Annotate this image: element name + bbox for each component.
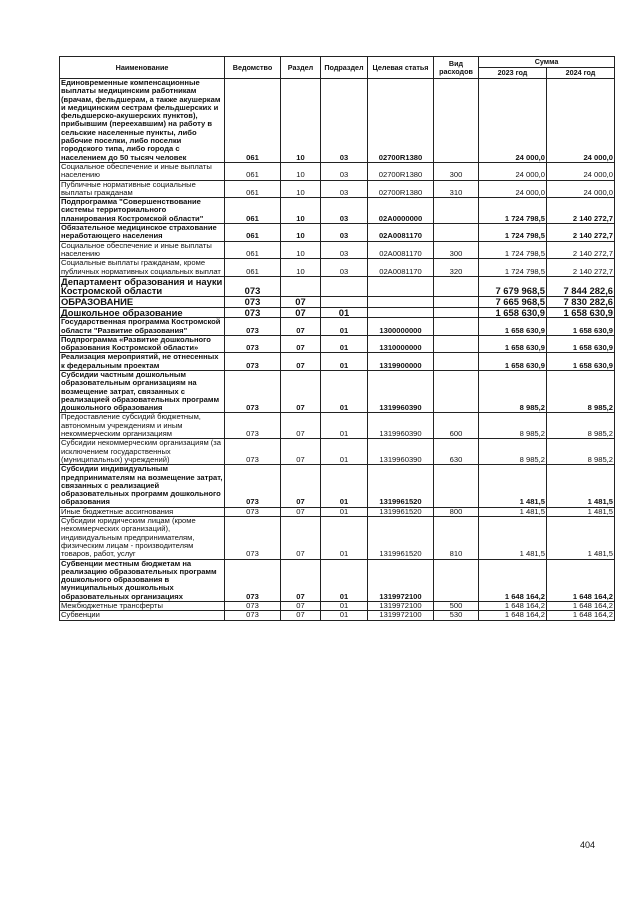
table-row bbox=[60, 297, 615, 308]
row-amount-2023: 7 665 968,5 bbox=[479, 297, 547, 308]
row-amount-2024: 1 648 164,2 bbox=[547, 559, 615, 601]
row-target-article: 1319960390 bbox=[368, 439, 434, 465]
row-subsection: 03 bbox=[321, 224, 368, 242]
row-subsection: 03 bbox=[321, 259, 368, 277]
row-amount-2024: 1 658 630,9 bbox=[547, 318, 615, 336]
row-expense-type bbox=[434, 335, 479, 353]
row-department: 073 bbox=[225, 413, 281, 439]
row-department: 073 bbox=[225, 307, 281, 318]
row-section: 07 bbox=[281, 611, 321, 620]
row-department: 061 bbox=[225, 259, 281, 277]
row-name: Обязательное медицинское страхование неработающего населения bbox=[60, 224, 225, 242]
row-section: 10 bbox=[281, 198, 321, 224]
row-subsection: 01 bbox=[321, 602, 368, 611]
row-target-article bbox=[368, 276, 434, 296]
row-expense-type bbox=[434, 370, 479, 412]
row-subsection: 01 bbox=[321, 465, 368, 507]
header-year-2023: 2023 год bbox=[479, 68, 547, 79]
row-expense-type bbox=[434, 297, 479, 308]
row-amount-2023: 1 658 630,9 bbox=[479, 335, 547, 353]
row-subsection bbox=[321, 276, 368, 296]
row-amount-2023: 8 985,2 bbox=[479, 439, 547, 465]
row-target-article: 1319900000 bbox=[368, 353, 434, 371]
row-expense-type: 810 bbox=[434, 517, 479, 559]
row-target-article: 02А0081170 bbox=[368, 241, 434, 259]
row-name: Единовременные компенсационные выплаты медицинским работникам (врачам, фельдшерам, а также акушеркам и медицинским сестрам фельдшерских и фельдшерско-акушерских пунктов), прибывшим (переехавшим) на работу в сельские населенные пункты, либо рабочие поселки, либо поселки городского типа, либо города с населением до 50 тысяч человек bbox=[60, 79, 225, 163]
row-amount-2023: 1 481,5 bbox=[479, 517, 547, 559]
row-department: 073 bbox=[225, 276, 281, 296]
row-amount-2023: 1 724 798,5 bbox=[479, 241, 547, 259]
row-amount-2023: 1 658 630,9 bbox=[479, 307, 547, 318]
row-name: Подпрограмма «Развитие дошкольного образования Костромской области» bbox=[60, 335, 225, 353]
row-section: 10 bbox=[281, 162, 321, 180]
row-department: 061 bbox=[225, 79, 281, 163]
row-target-article: 1319960390 bbox=[368, 413, 434, 439]
row-name: Субсидии частным дошкольным образовательным организациям на возмещение затрат, связанных с реализацией образовательных программ дошкольного образования bbox=[60, 370, 225, 412]
row-target-article: 1319961520 bbox=[368, 507, 434, 516]
row-section: 10 bbox=[281, 180, 321, 198]
row-target-article: 1319961520 bbox=[368, 517, 434, 559]
row-subsection: 01 bbox=[321, 507, 368, 516]
row-target-article: 1319960390 bbox=[368, 370, 434, 412]
row-department: 073 bbox=[225, 318, 281, 336]
row-name: Субсидии юридическим лицам (кроме некоммерческих организаций), индивидуальным предпринимателям, физическим лицам - производителям товаров, работ, услуг bbox=[60, 517, 225, 559]
row-amount-2024: 1 481,5 bbox=[547, 517, 615, 559]
row-amount-2023: 1 648 164,2 bbox=[479, 559, 547, 601]
row-section: 07 bbox=[281, 602, 321, 611]
row-amount-2023: 24 000,0 bbox=[479, 79, 547, 163]
row-target-article: 1319972100 bbox=[368, 602, 434, 611]
row-section: 07 bbox=[281, 370, 321, 412]
row-amount-2024: 1 648 164,2 bbox=[547, 611, 615, 620]
table-row bbox=[60, 413, 615, 439]
row-expense-type: 300 bbox=[434, 162, 479, 180]
row-name: Межбюджетные трансферты bbox=[60, 602, 225, 611]
row-name: Реализация мероприятий, не отнесенных к федеральным проектам bbox=[60, 353, 225, 371]
table-row bbox=[60, 259, 615, 277]
row-section: 10 bbox=[281, 79, 321, 163]
row-name: Иные бюджетные ассигнования bbox=[60, 507, 225, 516]
row-target-article: 02А0081170 bbox=[368, 224, 434, 242]
row-name: Государственная программа Костромской области "Развитие образования" bbox=[60, 318, 225, 336]
row-name: Социальные выплаты гражданам, кроме публичных нормативных социальных выплат bbox=[60, 259, 225, 277]
row-target-article: 02А0081170 bbox=[368, 259, 434, 277]
row-subsection: 01 bbox=[321, 439, 368, 465]
row-subsection: 01 bbox=[321, 318, 368, 336]
row-target-article: 1319961520 bbox=[368, 465, 434, 507]
row-expense-type: 320 bbox=[434, 259, 479, 277]
row-department: 073 bbox=[225, 507, 281, 516]
row-section: 10 bbox=[281, 224, 321, 242]
row-amount-2024: 1 481,5 bbox=[547, 465, 615, 507]
table-row bbox=[60, 276, 615, 296]
row-amount-2024: 1 481,5 bbox=[547, 507, 615, 516]
row-subsection: 01 bbox=[321, 307, 368, 318]
row-department: 073 bbox=[225, 611, 281, 620]
row-subsection: 01 bbox=[321, 517, 368, 559]
row-expense-type bbox=[434, 465, 479, 507]
row-section: 10 bbox=[281, 259, 321, 277]
row-target-article: 02700R1380 bbox=[368, 79, 434, 163]
row-amount-2024: 2 140 272,7 bbox=[547, 259, 615, 277]
row-target-article bbox=[368, 307, 434, 318]
row-section: 07 bbox=[281, 297, 321, 308]
row-expense-type: 530 bbox=[434, 611, 479, 620]
row-name: Публичные нормативные социальные выплаты гражданам bbox=[60, 180, 225, 198]
row-amount-2024: 2 140 272,7 bbox=[547, 198, 615, 224]
row-department: 061 bbox=[225, 162, 281, 180]
table-row bbox=[60, 241, 615, 259]
row-amount-2023: 7 679 968,5 bbox=[479, 276, 547, 296]
row-amount-2024: 8 985,2 bbox=[547, 370, 615, 412]
row-department: 073 bbox=[225, 439, 281, 465]
row-target-article: 1319972100 bbox=[368, 611, 434, 620]
row-name: Субвенции bbox=[60, 611, 225, 620]
row-name: Социальное обеспечение и иные выплаты населению bbox=[60, 241, 225, 259]
row-expense-type: 310 bbox=[434, 180, 479, 198]
row-expense-type bbox=[434, 79, 479, 163]
row-name: Предоставление субсидий бюджетным, автономным учреждениям и иным некоммерческим организациям bbox=[60, 413, 225, 439]
row-subsection: 03 bbox=[321, 180, 368, 198]
row-name: Субсидии некоммерческим организациям (за исключением государственных (муниципальных) учреждений) bbox=[60, 439, 225, 465]
row-amount-2024: 1 658 630,9 bbox=[547, 307, 615, 318]
row-expense-type: 300 bbox=[434, 241, 479, 259]
row-name: Субвенции местным бюджетам на реализацию образовательных программ дошкольного образования в муниципальных дошкольных образовательных организациях bbox=[60, 559, 225, 601]
row-subsection: 03 bbox=[321, 241, 368, 259]
row-subsection: 01 bbox=[321, 335, 368, 353]
table-row bbox=[60, 370, 615, 412]
row-amount-2024: 1 658 630,9 bbox=[547, 335, 615, 353]
row-amount-2023: 8 985,2 bbox=[479, 370, 547, 412]
row-department: 073 bbox=[225, 559, 281, 601]
table-row bbox=[60, 79, 615, 163]
row-expense-type: 600 bbox=[434, 413, 479, 439]
row-section: 07 bbox=[281, 307, 321, 318]
row-expense-type: 800 bbox=[434, 507, 479, 516]
table-row bbox=[60, 335, 615, 353]
row-subsection: 01 bbox=[321, 559, 368, 601]
row-expense-type bbox=[434, 224, 479, 242]
row-name: Подпрограмма "Совершенствование системы территориального планирования Костромской области" bbox=[60, 198, 225, 224]
table-row bbox=[60, 162, 615, 180]
row-name: Социальное обеспечение и иные выплаты населению bbox=[60, 162, 225, 180]
table-row bbox=[60, 318, 615, 336]
row-expense-type bbox=[434, 198, 479, 224]
row-expense-type bbox=[434, 276, 479, 296]
header-target-article: Целевая статья bbox=[368, 57, 434, 79]
table-row bbox=[60, 559, 615, 601]
table-row bbox=[60, 353, 615, 371]
row-section: 07 bbox=[281, 413, 321, 439]
budget-table bbox=[59, 56, 615, 621]
row-expense-type: 500 bbox=[434, 602, 479, 611]
row-amount-2024: 24 000,0 bbox=[547, 79, 615, 163]
header-name: Наименование bbox=[60, 57, 225, 79]
table-row bbox=[60, 517, 615, 559]
row-section: 07 bbox=[281, 335, 321, 353]
row-amount-2023: 1 648 164,2 bbox=[479, 611, 547, 620]
row-target-article: 1300000000 bbox=[368, 318, 434, 336]
header-expense-type: Вид расходов bbox=[434, 57, 479, 79]
row-expense-type: 630 bbox=[434, 439, 479, 465]
page-number: 404 bbox=[580, 840, 596, 850]
row-department: 073 bbox=[225, 370, 281, 412]
row-department: 061 bbox=[225, 224, 281, 242]
row-name: Департамент образования и науки Костромской области bbox=[60, 276, 225, 296]
row-amount-2023: 1 648 164,2 bbox=[479, 602, 547, 611]
row-subsection: 01 bbox=[321, 353, 368, 371]
table-row bbox=[60, 465, 615, 507]
row-department: 073 bbox=[225, 602, 281, 611]
row-target-article: 1310000000 bbox=[368, 335, 434, 353]
row-amount-2023: 1 658 630,9 bbox=[479, 318, 547, 336]
table-row bbox=[60, 439, 615, 465]
row-section: 07 bbox=[281, 517, 321, 559]
row-subsection: 03 bbox=[321, 162, 368, 180]
row-name: ОБРАЗОВАНИЕ bbox=[60, 297, 225, 308]
row-amount-2023: 1 724 798,5 bbox=[479, 259, 547, 277]
row-target-article bbox=[368, 297, 434, 308]
table-row bbox=[60, 198, 615, 224]
row-amount-2023: 1 481,5 bbox=[479, 507, 547, 516]
row-target-article: 02700R1380 bbox=[368, 180, 434, 198]
row-section: 07 bbox=[281, 439, 321, 465]
row-department: 073 bbox=[225, 517, 281, 559]
row-department: 073 bbox=[225, 465, 281, 507]
table-row bbox=[60, 611, 615, 620]
table-row bbox=[60, 307, 615, 318]
row-section: 07 bbox=[281, 507, 321, 516]
header-year-2024: 2024 год bbox=[547, 68, 615, 79]
row-amount-2024: 7 844 282,6 bbox=[547, 276, 615, 296]
row-department: 073 bbox=[225, 335, 281, 353]
table-row bbox=[60, 507, 615, 516]
table-row bbox=[60, 180, 615, 198]
header-subsection: Подраздел bbox=[321, 57, 368, 79]
row-name: Дошкольное образование bbox=[60, 307, 225, 318]
row-subsection bbox=[321, 297, 368, 308]
row-subsection: 03 bbox=[321, 198, 368, 224]
row-amount-2023: 24 000,0 bbox=[479, 180, 547, 198]
row-expense-type bbox=[434, 318, 479, 336]
table-row bbox=[60, 602, 615, 611]
row-amount-2023: 1 724 798,5 bbox=[479, 224, 547, 242]
row-target-article: 02А0000000 bbox=[368, 198, 434, 224]
table-row bbox=[60, 224, 615, 242]
row-department: 073 bbox=[225, 297, 281, 308]
row-amount-2023: 1 658 630,9 bbox=[479, 353, 547, 371]
row-amount-2024: 2 140 272,7 bbox=[547, 241, 615, 259]
row-expense-type bbox=[434, 559, 479, 601]
row-subsection: 03 bbox=[321, 79, 368, 163]
header-section: Раздел bbox=[281, 57, 321, 79]
row-section: 07 bbox=[281, 318, 321, 336]
row-subsection: 01 bbox=[321, 413, 368, 439]
row-department: 061 bbox=[225, 180, 281, 198]
row-amount-2024: 2 140 272,7 bbox=[547, 224, 615, 242]
row-section: 10 bbox=[281, 241, 321, 259]
row-section: 07 bbox=[281, 353, 321, 371]
row-department: 061 bbox=[225, 198, 281, 224]
row-department: 073 bbox=[225, 353, 281, 371]
row-section bbox=[281, 276, 321, 296]
header-department: Ведомство bbox=[225, 57, 281, 79]
row-section: 07 bbox=[281, 559, 321, 601]
row-department: 061 bbox=[225, 241, 281, 259]
row-section: 07 bbox=[281, 465, 321, 507]
row-expense-type bbox=[434, 353, 479, 371]
row-amount-2023: 1 481,5 bbox=[479, 465, 547, 507]
row-amount-2024: 8 985,2 bbox=[547, 413, 615, 439]
row-amount-2024: 7 830 282,6 bbox=[547, 297, 615, 308]
row-amount-2024: 1 648 164,2 bbox=[547, 602, 615, 611]
table-body bbox=[60, 79, 615, 621]
row-amount-2023: 8 985,2 bbox=[479, 413, 547, 439]
row-amount-2024: 24 000,0 bbox=[547, 180, 615, 198]
row-amount-2024: 24 000,0 bbox=[547, 162, 615, 180]
row-amount-2024: 1 658 630,9 bbox=[547, 353, 615, 371]
row-amount-2024: 8 985,2 bbox=[547, 439, 615, 465]
row-subsection: 01 bbox=[321, 611, 368, 620]
row-name: Субсидии индивидуальным предпринимателям на возмещение затрат, связанных с реализацией образовательных программ дошкольного образования bbox=[61, 464, 223, 507]
row-subsection: 01 bbox=[321, 370, 368, 412]
row-target-article: 1319972100 bbox=[368, 559, 434, 601]
header-sum: Сумма bbox=[479, 57, 615, 68]
row-amount-2023: 1 724 798,5 bbox=[479, 198, 547, 224]
row-amount-2023: 24 000,0 bbox=[479, 162, 547, 180]
row-expense-type bbox=[434, 307, 479, 318]
row-target-article: 02700R1380 bbox=[368, 162, 434, 180]
